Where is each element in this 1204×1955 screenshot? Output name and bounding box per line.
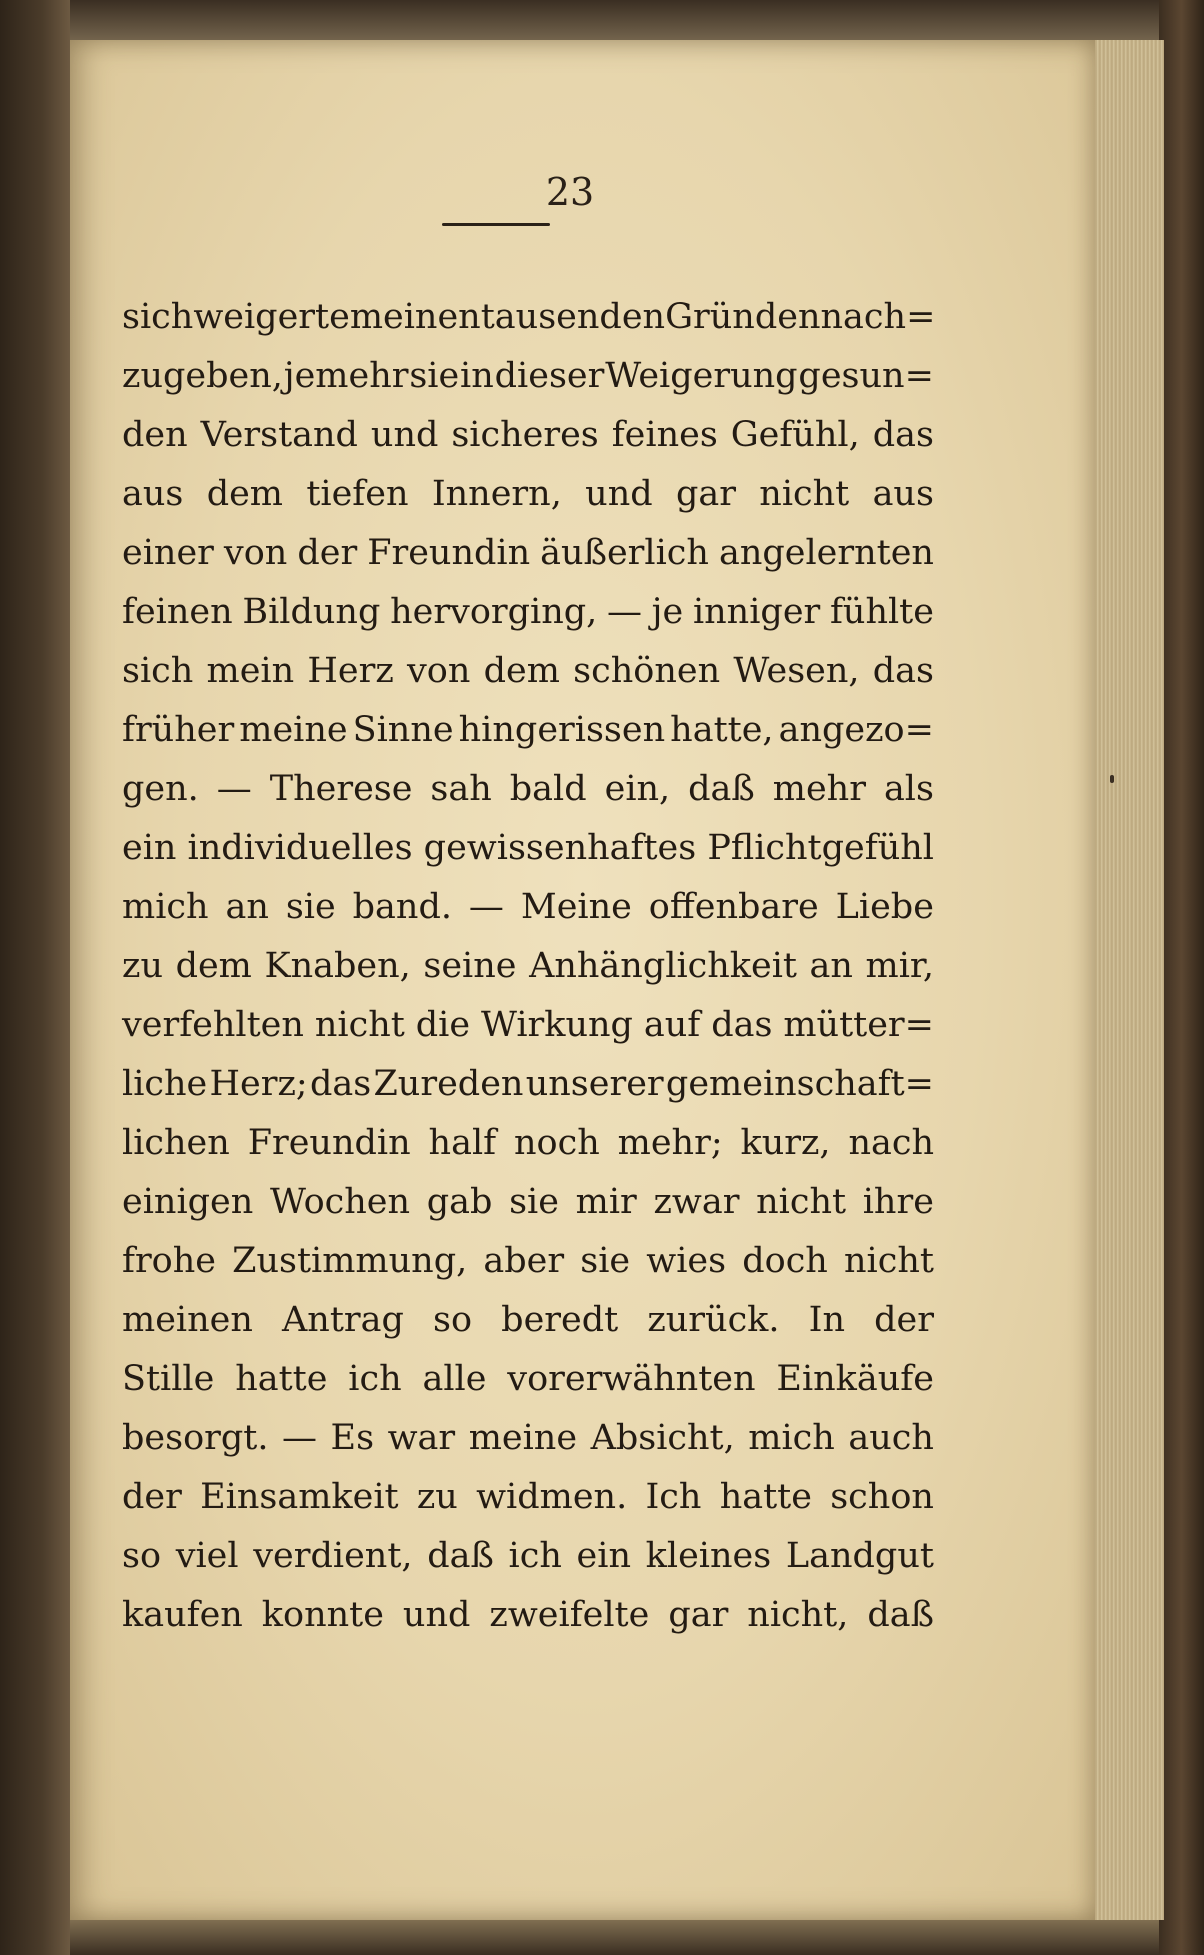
- text-word: Landgut: [785, 1536, 934, 1576]
- text-word: bald: [509, 769, 587, 809]
- text-word: nach: [848, 1123, 934, 1163]
- text-word: kurz,: [740, 1123, 831, 1163]
- text-line: [122, 701, 934, 760]
- text-word: half: [428, 1123, 497, 1163]
- text-word: mir: [575, 1182, 637, 1222]
- text-line: [122, 406, 934, 465]
- text-word: zweifelte: [489, 1595, 650, 1635]
- text-word: weigerte: [193, 297, 350, 337]
- text-word: und: [585, 474, 653, 514]
- text-word: noch: [513, 1123, 600, 1163]
- text-word: der: [122, 1477, 182, 1517]
- text-word: der: [874, 1300, 934, 1340]
- text-word: beredt: [501, 1300, 619, 1340]
- text-word: auf: [643, 1005, 701, 1045]
- text-word: band.: [352, 887, 452, 927]
- text-word: auch: [848, 1418, 934, 1458]
- text-word: ein: [576, 1536, 631, 1576]
- text-word: doch: [742, 1241, 828, 1281]
- text-word: sah: [430, 769, 492, 809]
- text-word: der: [297, 533, 358, 573]
- text-word: Wesen,: [733, 651, 860, 691]
- text-word: Herz;: [209, 1064, 308, 1104]
- text-word: unserer: [525, 1064, 664, 1104]
- text-word: das: [872, 415, 934, 455]
- text-word: einer: [122, 533, 214, 573]
- text-word: meine: [239, 710, 348, 750]
- text-word: nach=: [820, 297, 936, 337]
- text-word: aus: [122, 474, 184, 514]
- text-word: ein: [122, 828, 177, 868]
- text-line: [122, 996, 934, 1055]
- text-word: hatte: [719, 1477, 812, 1517]
- text-word: Verstand: [200, 415, 358, 455]
- text-word: inniger: [692, 592, 821, 632]
- header-rule: [442, 223, 550, 226]
- text-line: [122, 1586, 934, 1645]
- text-word: jemehr: [283, 356, 409, 396]
- text-word: hervorging,: [390, 592, 598, 632]
- text-word: meinen: [349, 297, 481, 337]
- text-word: äußerlich: [540, 533, 709, 573]
- text-word: die: [415, 1005, 471, 1045]
- text-word: feinen: [122, 592, 233, 632]
- text-word: Zureden: [373, 1064, 524, 1104]
- text-word: hingerissen: [458, 710, 666, 750]
- text-word: gab: [426, 1182, 493, 1222]
- text-word: alle: [422, 1359, 487, 1399]
- text-word: Knaben,: [264, 946, 411, 986]
- text-word: viel: [175, 1536, 239, 1576]
- text-word: sicheres: [451, 415, 599, 455]
- text-word: hatte,: [670, 710, 774, 750]
- book-binding: [0, 0, 70, 1955]
- text-word: sie: [285, 887, 336, 927]
- text-word: Antrag: [282, 1300, 404, 1340]
- text-word: angezo=: [778, 710, 934, 750]
- text-word: Wirkung: [480, 1005, 633, 1045]
- text-word: sich: [122, 297, 194, 337]
- text-word: das: [711, 1005, 773, 1045]
- text-word: das: [309, 1064, 372, 1104]
- text-word: fühlte: [829, 592, 934, 632]
- text-line: [122, 524, 934, 583]
- text-word: Stille: [122, 1359, 215, 1399]
- text-word: nicht: [756, 1182, 847, 1222]
- scan-top-edge: [70, 0, 1160, 45]
- text-word: konnte: [261, 1595, 384, 1635]
- text-word: widmen.: [476, 1477, 628, 1517]
- text-word: ich: [348, 1359, 402, 1399]
- text-word: hatte: [235, 1359, 328, 1399]
- text-word: mir,: [865, 946, 934, 986]
- text-word: daß: [427, 1536, 494, 1576]
- text-line: [122, 760, 934, 819]
- text-word: ihre: [862, 1182, 934, 1222]
- text-word: In: [808, 1300, 845, 1340]
- text-word: verfehlten: [122, 1005, 304, 1045]
- text-word: einigen: [122, 1182, 254, 1222]
- text-word: mehr: [772, 769, 866, 809]
- text-word: und: [402, 1595, 471, 1635]
- text-word: Zustimmung,: [232, 1241, 468, 1281]
- text-word: kleines: [645, 1536, 772, 1576]
- text-word: dem: [206, 474, 283, 514]
- text-word: Wochen: [269, 1182, 411, 1222]
- text-line: [122, 1114, 934, 1173]
- text-word: —: [468, 887, 504, 927]
- text-word: nicht: [759, 474, 850, 514]
- ink-speck: [1110, 775, 1114, 783]
- text-word: dieser: [494, 356, 605, 396]
- text-word: als: [883, 769, 934, 809]
- text-word: den: [122, 415, 188, 455]
- text-word: Sinne: [352, 710, 454, 750]
- text-word: wies: [646, 1241, 727, 1281]
- text-word: kaufen: [122, 1595, 243, 1635]
- text-word: ein,: [604, 769, 671, 809]
- text-word: Gefühl,: [730, 415, 860, 455]
- text-line: [122, 1173, 934, 1232]
- text-word: sie: [409, 356, 460, 396]
- text-word: zu: [416, 1477, 458, 1517]
- text-word: aus: [872, 474, 934, 514]
- text-line: [122, 1232, 934, 1291]
- text-word: seine: [423, 946, 517, 986]
- text-word: zu: [122, 946, 163, 986]
- text-word: gar: [675, 474, 736, 514]
- text-word: Es: [330, 1418, 375, 1458]
- text-word: dem: [483, 651, 560, 691]
- text-word: an: [225, 887, 269, 927]
- text-line: [122, 465, 934, 524]
- text-line: [122, 288, 934, 347]
- text-word: mütter=: [783, 1005, 934, 1045]
- text-word: sich: [122, 651, 194, 691]
- text-word: Freundin: [367, 533, 531, 573]
- text-word: besorgt.: [122, 1418, 269, 1458]
- text-line: [122, 878, 934, 937]
- text-word: Bildung: [242, 592, 381, 632]
- text-word: von: [407, 651, 471, 691]
- text-word: Einkäufe: [776, 1359, 934, 1399]
- text-word: zugeben,: [122, 356, 283, 396]
- text-word: und: [370, 415, 439, 455]
- text-word: mehr;: [617, 1123, 723, 1163]
- text-word: vorerwähnten: [507, 1359, 756, 1399]
- text-word: meine: [468, 1418, 578, 1458]
- scan-bottom-edge: [70, 1915, 1160, 1955]
- text-word: zurück.: [647, 1300, 780, 1340]
- text-word: so: [433, 1300, 473, 1340]
- text-word: Therese: [269, 769, 413, 809]
- text-word: gar: [668, 1595, 729, 1635]
- text-word: Einsamkeit: [200, 1477, 399, 1517]
- book-page: [70, 40, 1095, 1920]
- text-word: daß: [867, 1595, 934, 1635]
- text-word: früher: [122, 710, 235, 750]
- body-text: [122, 288, 934, 1645]
- text-word: nicht: [843, 1241, 934, 1281]
- text-word: —: [606, 592, 642, 632]
- text-line: [122, 1468, 934, 1527]
- text-word: zwar: [653, 1182, 740, 1222]
- text-word: gemeinschaft=: [665, 1064, 934, 1104]
- text-word: offenbare: [648, 887, 819, 927]
- text-word: Meine: [520, 887, 632, 927]
- text-word: ich: [508, 1536, 562, 1576]
- text-word: verdient,: [253, 1536, 413, 1576]
- text-word: daß: [688, 769, 755, 809]
- text-word: Anhänglichkeit: [529, 946, 797, 986]
- text-word: sie: [580, 1241, 631, 1281]
- text-word: Freundin: [247, 1123, 411, 1163]
- text-word: —: [216, 769, 252, 809]
- page-stack-edge: [1094, 40, 1164, 1920]
- text-line: [122, 937, 934, 996]
- text-word: nicht,: [747, 1595, 849, 1635]
- text-word: —: [282, 1418, 318, 1458]
- text-word: Gründen: [665, 297, 821, 337]
- text-word: schon: [830, 1477, 934, 1517]
- text-word: Pflichtgefühl: [707, 828, 934, 868]
- text-word: aber: [483, 1241, 565, 1281]
- text-word: meinen: [122, 1300, 253, 1340]
- text-word: mein: [206, 651, 295, 691]
- text-word: je: [651, 592, 684, 632]
- text-word: lichen: [122, 1123, 230, 1163]
- text-line: [122, 1350, 934, 1409]
- text-line: [122, 642, 934, 701]
- text-word: von: [223, 533, 288, 573]
- text-line: [122, 1055, 934, 1114]
- text-word: liche: [122, 1064, 208, 1104]
- text-word: frohe: [122, 1241, 217, 1281]
- text-word: mich: [122, 887, 209, 927]
- text-line: [122, 1409, 934, 1468]
- text-word: feines: [611, 415, 718, 455]
- text-line: [122, 1527, 934, 1586]
- text-word: gen.: [122, 769, 199, 809]
- text-word: sie: [509, 1182, 559, 1222]
- text-line: [122, 819, 934, 878]
- text-word: nicht: [314, 1005, 405, 1045]
- text-word: individuelles: [187, 828, 413, 868]
- text-word: gesun=: [798, 356, 934, 396]
- text-line: [122, 347, 934, 406]
- text-word: dem: [175, 946, 252, 986]
- text-word: gewissenhaftes: [423, 828, 697, 868]
- text-word: angelernten: [718, 533, 934, 573]
- text-word: das: [872, 651, 934, 691]
- text-word: Ich: [645, 1477, 702, 1517]
- text-word: tiefen: [306, 474, 409, 514]
- text-word: Innern,: [431, 474, 562, 514]
- text-word: so: [122, 1536, 162, 1576]
- text-word: schönen: [573, 651, 721, 691]
- text-line: [122, 1291, 934, 1350]
- text-word: war: [387, 1418, 456, 1458]
- text-word: an: [809, 946, 853, 986]
- text-word: in: [460, 356, 494, 396]
- text-word: Liebe: [835, 887, 934, 927]
- text-word: Herz: [307, 651, 394, 691]
- text-word: Absicht,: [590, 1418, 735, 1458]
- page-number: 23: [545, 170, 595, 214]
- text-word: tausenden: [480, 297, 666, 337]
- text-word: mich: [748, 1418, 835, 1458]
- text-line: [122, 583, 934, 642]
- book-cover-edge: [1159, 0, 1204, 1955]
- text-word: Weigerung: [605, 356, 798, 396]
